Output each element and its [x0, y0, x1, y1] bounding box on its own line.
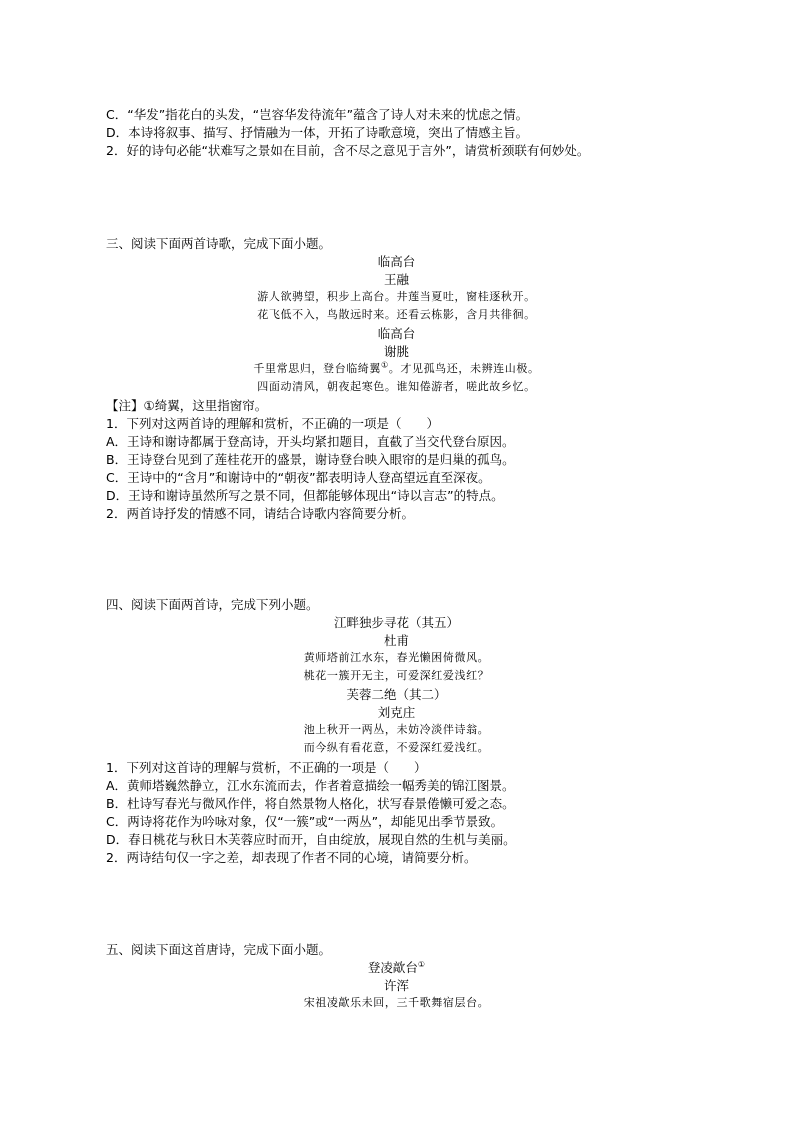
poem-line-part: 千里常思归，登台临绮翼 — [253, 362, 381, 375]
question-2: 2．好的诗句必能“状难写之景如在目前，含不尽之意见于言外”，请赏析颈联有何妙处。 — [106, 143, 590, 158]
poem-line: 四面动清风，朝夜起寒色。谁知倦游者，嗟此故乡忆。 — [257, 380, 536, 393]
annotation-note: 【注】①绮翼，这里指窗帘。 — [106, 398, 268, 413]
question-2: 2．两诗结句仅一字之差，却表现了作者不同的心境，请简要分析。 — [106, 850, 477, 865]
poem-title: 芙蓉二绝（其二） — [346, 687, 447, 702]
poem-line: 游人欲骋望，积步上高台。井莲当夏吐，窗桂逐秋开。 — [257, 290, 536, 303]
poem-line: 黄师塔前江水东，春光懒困倚微风。 — [303, 651, 490, 664]
footnote-mark: ① — [417, 959, 426, 969]
poem-line: 宋祖凌歊乐未回，三千歌舞宿层台。 — [303, 996, 490, 1009]
poem-title — [0, 959, 793, 976]
option-c: C．两诗将花作为吟咏对象，仅“一簇”或“一两丛”，却能见出季节景致。 — [106, 814, 504, 829]
question-1: 1．下列对这首诗的理解与赏析，不正确的一项是（ ） — [106, 760, 427, 775]
poem-author: 谢朓 — [383, 344, 409, 359]
poem-line: 而今纵有看花意，不爱深红爱浅红。 — [303, 741, 490, 754]
poem-line: 花飞低不入，鸟散远时来。还看云栋影，含月共徘徊。 — [257, 308, 536, 321]
option-c: C．“华发”指花白的头发，“岂容华发待流年”蕴含了诗人对未来的忧虑之情。 — [106, 107, 529, 122]
poem-line: 桃花一簇开无主，可爱深红爱浅红？ — [303, 669, 490, 682]
section-3-heading: 三、阅读下面两首诗歌，完成下面小题。 — [106, 236, 332, 251]
poem-title: 临高台 — [377, 254, 416, 269]
footnote-mark: ① — [381, 360, 389, 370]
poem-author: 刘克庄 — [377, 705, 416, 720]
option-d: D．王诗和谢诗虽然所写之景不同，但都能够体现出“诗以言志”的特点。 — [106, 488, 504, 503]
poem-author: 许浑 — [383, 978, 409, 993]
poem-title: 临高台 — [377, 326, 416, 341]
poem-line — [0, 361, 793, 377]
poem-author: 王融 — [383, 272, 409, 287]
poem-author: 杜甫 — [383, 633, 409, 648]
option-b: B．王诗登台见到了莲桂花开的盛景，谢诗登台映入眼帘的是归巢的孤鸟。 — [106, 452, 515, 467]
section-4-heading: 四、阅读下面两首诗，完成下列小题。 — [106, 597, 319, 612]
option-c: C．王诗中的“含月”和谢诗中的“朝夜”都表明诗人登高望远直至深夜。 — [106, 470, 491, 485]
poem-line-part: 。才见孤鸟还，未辨连山极。 — [388, 362, 540, 375]
poem-title-text: 登凌歊台 — [367, 960, 418, 975]
option-a: A．黄师塔巍然静立，江水东流而去，作者着意描绘一幅秀美的锦江图景。 — [106, 778, 515, 793]
poem-line: 池上秋开一两丛，未妨冷淡伴诗翁。 — [303, 723, 490, 736]
option-d: D．本诗将叙事、描写、抒情融为一体，开拓了诗歌意境，突出了情感主旨。 — [106, 125, 529, 140]
question-2: 2．两首诗抒发的情感不同，请结合诗歌内容简要分析。 — [106, 506, 414, 521]
option-d: D．春日桃花与秋日木芙蓉应时而开，自由绽放，展现自然的生机与美丽。 — [106, 832, 516, 847]
question-1: 1．下列对这两首诗的理解和赏析，不正确的一项是（ ） — [106, 416, 439, 431]
option-b: B．杜诗写春光与微风作伴，将自然景物人格化，状写春景倦懒可爱之态。 — [106, 796, 515, 811]
poem-title: 江畔独步寻花（其五） — [333, 615, 459, 630]
option-a: A．王诗和谢诗都属于登高诗，开头均紧扣题目，直截了当交代登台原因。 — [106, 434, 515, 449]
section-5-heading: 五、阅读下面这首唐诗，完成下面小题。 — [106, 942, 332, 957]
